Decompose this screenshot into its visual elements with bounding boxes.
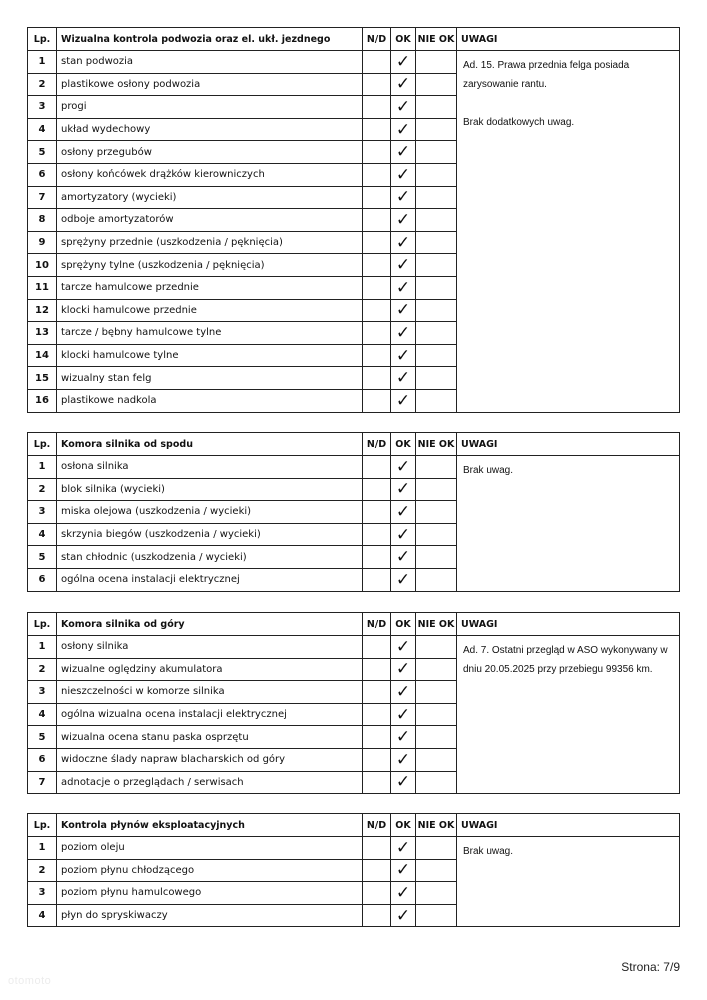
row-number: 3 — [28, 96, 57, 119]
header-ok: OK — [391, 28, 416, 51]
status-cell-ok — [391, 186, 416, 209]
table-row — [28, 636, 680, 659]
row-number: 11 — [28, 276, 57, 299]
inspection-table-engine-bottom — [27, 432, 680, 592]
status-cell-nie-ok — [416, 96, 457, 119]
status-cell-ok — [391, 96, 416, 119]
table-header-row — [28, 613, 680, 636]
remark-text: Brak uwag. — [463, 846, 514, 857]
section-title: Komora silnika od góry — [57, 613, 363, 636]
item-label: ogólna wizualna ocena instalacji elektrycznej — [57, 703, 363, 726]
checkmark-icon: ✓ — [395, 547, 411, 568]
remarks-cell — [457, 51, 680, 413]
header-lp: Lp. — [28, 814, 57, 837]
status-cell-nie-ok — [416, 523, 457, 546]
section-title: Wizualna kontrola podwozia oraz el. ukł. jezdnego — [57, 28, 363, 51]
status-cell-nd — [363, 568, 391, 591]
status-cell-ok — [391, 726, 416, 749]
item-label: poziom oleju — [57, 837, 363, 860]
status-cell-nie-ok — [416, 658, 457, 681]
item-label: widoczne ślady napraw blacharskich od góry — [57, 748, 363, 771]
row-number: 1 — [28, 837, 57, 860]
header-nd: N/D — [363, 433, 391, 456]
header-uwagi: UWAGI — [457, 814, 680, 837]
row-number: 1 — [28, 636, 57, 659]
status-cell-nie-ok — [416, 163, 457, 186]
checkmark-icon: ✓ — [395, 681, 411, 702]
table-body — [28, 51, 680, 413]
status-cell-nd — [363, 389, 391, 412]
row-number: 2 — [28, 73, 57, 96]
header-nd: N/D — [363, 613, 391, 636]
table-body — [28, 837, 680, 927]
status-cell-nie-ok — [416, 501, 457, 524]
item-label: osłona silnika — [57, 456, 363, 479]
header-lp: Lp. — [28, 28, 57, 51]
status-cell-ok — [391, 389, 416, 412]
header-ok: OK — [391, 814, 416, 837]
status-cell-nie-ok — [416, 568, 457, 591]
status-cell-nie-ok — [416, 837, 457, 860]
status-cell-nd — [363, 456, 391, 479]
remarks-cell — [457, 636, 680, 794]
row-number: 4 — [28, 118, 57, 141]
item-label: nieszczelności w komorze silnika — [57, 681, 363, 704]
checkmark-icon: ✓ — [395, 569, 411, 590]
checkmark-icon: ✓ — [395, 501, 411, 522]
remark-text: Brak dodatkowych uwag. — [463, 117, 575, 128]
status-cell-ok — [391, 546, 416, 569]
status-cell-nd — [363, 703, 391, 726]
status-cell-nd — [363, 322, 391, 345]
checkmark-icon: ✓ — [395, 187, 411, 208]
checkmark-icon: ✓ — [395, 96, 411, 117]
checkmark-icon: ✓ — [395, 659, 411, 680]
header-uwagi: UWAGI — [457, 28, 680, 51]
status-cell-ok — [391, 703, 416, 726]
checkmark-icon: ✓ — [395, 636, 411, 657]
row-number: 1 — [28, 51, 57, 74]
checkmark-icon: ✓ — [395, 905, 411, 926]
item-label: sprężyny tylne (uszkodzenia / pęknięcia) — [57, 254, 363, 277]
item-label: wizualna ocena stanu paska osprzętu — [57, 726, 363, 749]
status-cell-nie-ok — [416, 904, 457, 927]
remark-text: Ad. 7. Ostatni przegląd w ASO wykonywany w dniu 20.05.2025 przy przebiegu 99356 km. — [463, 645, 668, 675]
status-cell-nd — [363, 209, 391, 232]
row-number: 1 — [28, 456, 57, 479]
checkmark-icon: ✓ — [395, 456, 411, 477]
status-cell-nie-ok — [416, 186, 457, 209]
row-number: 6 — [28, 163, 57, 186]
status-cell-ok — [391, 478, 416, 501]
checkmark-icon: ✓ — [395, 749, 411, 770]
status-cell-nie-ok — [416, 51, 457, 74]
table-header-row — [28, 814, 680, 837]
item-label: plastikowe nadkola — [57, 389, 363, 412]
checkmark-icon: ✓ — [395, 164, 411, 185]
status-cell-ok — [391, 882, 416, 905]
status-cell-ok — [391, 254, 416, 277]
status-cell-ok — [391, 231, 416, 254]
item-label: wizualne oględziny akumulatora — [57, 658, 363, 681]
header-lp: Lp. — [28, 433, 57, 456]
row-number: 10 — [28, 254, 57, 277]
row-number: 16 — [28, 389, 57, 412]
status-cell-nie-ok — [416, 322, 457, 345]
remarks-cell — [457, 456, 680, 592]
status-cell-nie-ok — [416, 748, 457, 771]
table-row — [28, 837, 680, 860]
header-lp: Lp. — [28, 613, 57, 636]
row-number: 12 — [28, 299, 57, 322]
status-cell-ok — [391, 658, 416, 681]
table-header-row — [28, 28, 680, 51]
table-body — [28, 456, 680, 592]
status-cell-nie-ok — [416, 344, 457, 367]
item-label: stan chłodnic (uszkodzenia / wycieki) — [57, 546, 363, 569]
table-row — [28, 456, 680, 479]
status-cell-ok — [391, 636, 416, 659]
row-number: 6 — [28, 568, 57, 591]
checkmark-icon: ✓ — [395, 704, 411, 725]
status-cell-nd — [363, 726, 391, 749]
status-cell-ok — [391, 73, 416, 96]
row-number: 2 — [28, 478, 57, 501]
header-nie-ok: NIE OK — [416, 613, 457, 636]
checkmark-icon: ✓ — [395, 390, 411, 411]
status-cell-ok — [391, 118, 416, 141]
status-cell-nd — [363, 73, 391, 96]
item-label: układ wydechowy — [57, 118, 363, 141]
status-cell-nd — [363, 882, 391, 905]
header-uwagi: UWAGI — [457, 613, 680, 636]
status-cell-ok — [391, 681, 416, 704]
status-cell-nd — [363, 51, 391, 74]
status-cell-nd — [363, 478, 391, 501]
item-label: klocki hamulcowe tylne — [57, 344, 363, 367]
status-cell-nd — [363, 904, 391, 927]
status-cell-nie-ok — [416, 546, 457, 569]
status-cell-nie-ok — [416, 254, 457, 277]
checkmark-icon: ✓ — [395, 727, 411, 748]
watermark-logo: otomoto — [8, 975, 52, 987]
row-number: 6 — [28, 748, 57, 771]
status-cell-ok — [391, 771, 416, 794]
remark-text: Brak uwag. — [463, 465, 514, 476]
status-cell-nie-ok — [416, 209, 457, 232]
status-cell-nd — [363, 658, 391, 681]
item-label: stan podwozia — [57, 51, 363, 74]
status-cell-nie-ok — [416, 73, 457, 96]
status-cell-ok — [391, 163, 416, 186]
status-cell-ok — [391, 837, 416, 860]
status-cell-nd — [363, 344, 391, 367]
status-cell-nd — [363, 523, 391, 546]
item-label: osłony silnika — [57, 636, 363, 659]
inspection-table-fluids — [27, 813, 680, 927]
remark-text: Ad. 15. Prawa przednia felga posiada zarysowanie rantu. — [463, 60, 630, 90]
status-cell-nd — [363, 367, 391, 390]
checkmark-icon: ✓ — [395, 860, 411, 881]
status-cell-ok — [391, 367, 416, 390]
item-label: tarcze / bębny hamulcowe tylne — [57, 322, 363, 345]
status-cell-nd — [363, 141, 391, 164]
row-number: 5 — [28, 546, 57, 569]
status-cell-nie-ok — [416, 456, 457, 479]
inspection-table-engine-top — [27, 612, 680, 794]
status-cell-nd — [363, 118, 391, 141]
header-ok: OK — [391, 433, 416, 456]
status-cell-ok — [391, 523, 416, 546]
row-number: 5 — [28, 726, 57, 749]
checkmark-icon: ✓ — [395, 882, 411, 903]
status-cell-ok — [391, 299, 416, 322]
table-header-row — [28, 433, 680, 456]
table-row — [28, 51, 680, 74]
remarks-cell — [457, 837, 680, 927]
status-cell-nie-ok — [416, 299, 457, 322]
row-number: 14 — [28, 344, 57, 367]
checkmark-icon: ✓ — [395, 277, 411, 298]
status-cell-nie-ok — [416, 681, 457, 704]
status-cell-nd — [363, 96, 391, 119]
row-number: 13 — [28, 322, 57, 345]
checkmark-icon: ✓ — [395, 837, 411, 858]
checkmark-icon: ✓ — [395, 479, 411, 500]
checkmark-icon: ✓ — [395, 368, 411, 389]
status-cell-nie-ok — [416, 231, 457, 254]
checkmark-icon: ✓ — [395, 322, 411, 343]
status-cell-ok — [391, 141, 416, 164]
item-label: adnotacje o przeglądach / serwisach — [57, 771, 363, 794]
status-cell-nd — [363, 299, 391, 322]
item-label: odboje amortyzatorów — [57, 209, 363, 232]
status-cell-ok — [391, 344, 416, 367]
status-cell-ok — [391, 322, 416, 345]
status-cell-ok — [391, 859, 416, 882]
checkmark-icon: ✓ — [395, 524, 411, 545]
item-label: tarcze hamulcowe przednie — [57, 276, 363, 299]
header-uwagi: UWAGI — [457, 433, 680, 456]
row-number: 5 — [28, 141, 57, 164]
item-label: płyn do spryskiwaczy — [57, 904, 363, 927]
status-cell-nd — [363, 254, 391, 277]
row-number: 2 — [28, 859, 57, 882]
status-cell-nd — [363, 748, 391, 771]
header-nie-ok: NIE OK — [416, 433, 457, 456]
status-cell-nd — [363, 231, 391, 254]
header-nie-ok: NIE OK — [416, 28, 457, 51]
status-cell-nd — [363, 681, 391, 704]
status-cell-nie-ok — [416, 859, 457, 882]
item-label: klocki hamulcowe przednie — [57, 299, 363, 322]
status-cell-nie-ok — [416, 636, 457, 659]
checkmark-icon: ✓ — [395, 51, 411, 72]
row-number: 4 — [28, 523, 57, 546]
row-number: 3 — [28, 882, 57, 905]
row-number: 8 — [28, 209, 57, 232]
status-cell-nie-ok — [416, 118, 457, 141]
status-cell-nd — [363, 501, 391, 524]
status-cell-nie-ok — [416, 882, 457, 905]
status-cell-nd — [363, 186, 391, 209]
item-label: poziom płynu hamulcowego — [57, 882, 363, 905]
item-label: amortyzatory (wycieki) — [57, 186, 363, 209]
header-nd: N/D — [363, 814, 391, 837]
table-body — [28, 636, 680, 794]
item-label: blok silnika (wycieki) — [57, 478, 363, 501]
status-cell-ok — [391, 276, 416, 299]
section-title: Kontrola płynów eksploatacyjnych — [57, 814, 363, 837]
header-nd: N/D — [363, 28, 391, 51]
row-number: 4 — [28, 703, 57, 726]
status-cell-nd — [363, 859, 391, 882]
header-ok: OK — [391, 613, 416, 636]
checkmark-icon: ✓ — [395, 300, 411, 321]
item-label: progi — [57, 96, 363, 119]
checkmark-icon: ✓ — [395, 209, 411, 230]
item-label: osłony końcówek drążków kierowniczych — [57, 163, 363, 186]
checkmark-icon: ✓ — [395, 232, 411, 253]
status-cell-nie-ok — [416, 367, 457, 390]
row-number: 3 — [28, 501, 57, 524]
status-cell-nd — [363, 163, 391, 186]
item-label: plastikowe osłony podwozia — [57, 73, 363, 96]
item-label: poziom płynu chłodzącego — [57, 859, 363, 882]
checkmark-icon: ✓ — [395, 772, 411, 793]
item-label: miska olejowa (uszkodzenia / wycieki) — [57, 501, 363, 524]
status-cell-nd — [363, 546, 391, 569]
section-title: Komora silnika od spodu — [57, 433, 363, 456]
item-label: skrzynia biegów (uszkodzenia / wycieki) — [57, 523, 363, 546]
status-cell-nie-ok — [416, 726, 457, 749]
checkmark-icon: ✓ — [395, 119, 411, 140]
status-cell-nie-ok — [416, 703, 457, 726]
item-label: wizualny stan felg — [57, 367, 363, 390]
inspection-table-chassis — [27, 27, 680, 413]
item-label: ogólna ocena instalacji elektrycznej — [57, 568, 363, 591]
row-number: 4 — [28, 904, 57, 927]
status-cell-ok — [391, 51, 416, 74]
checkmark-icon: ✓ — [395, 74, 411, 95]
status-cell-ok — [391, 209, 416, 232]
status-cell-nie-ok — [416, 478, 457, 501]
status-cell-nie-ok — [416, 141, 457, 164]
status-cell-nie-ok — [416, 389, 457, 412]
row-number: 15 — [28, 367, 57, 390]
item-label: sprężyny przednie (uszkodzenia / pęknięcia) — [57, 231, 363, 254]
header-nie-ok: NIE OK — [416, 814, 457, 837]
row-number: 7 — [28, 771, 57, 794]
status-cell-nd — [363, 636, 391, 659]
checkmark-icon: ✓ — [395, 345, 411, 366]
status-cell-ok — [391, 456, 416, 479]
status-cell-nie-ok — [416, 771, 457, 794]
page-number: Strona: 7/9 — [621, 960, 680, 974]
status-cell-ok — [391, 568, 416, 591]
status-cell-ok — [391, 904, 416, 927]
item-label: osłony przegubów — [57, 141, 363, 164]
status-cell-nd — [363, 276, 391, 299]
checkmark-icon: ✓ — [395, 142, 411, 163]
status-cell-nd — [363, 837, 391, 860]
status-cell-ok — [391, 501, 416, 524]
status-cell-nie-ok — [416, 276, 457, 299]
checkmark-icon: ✓ — [395, 255, 411, 276]
status-cell-ok — [391, 748, 416, 771]
row-number: 9 — [28, 231, 57, 254]
status-cell-nd — [363, 771, 391, 794]
row-number: 2 — [28, 658, 57, 681]
row-number: 3 — [28, 681, 57, 704]
row-number: 7 — [28, 186, 57, 209]
